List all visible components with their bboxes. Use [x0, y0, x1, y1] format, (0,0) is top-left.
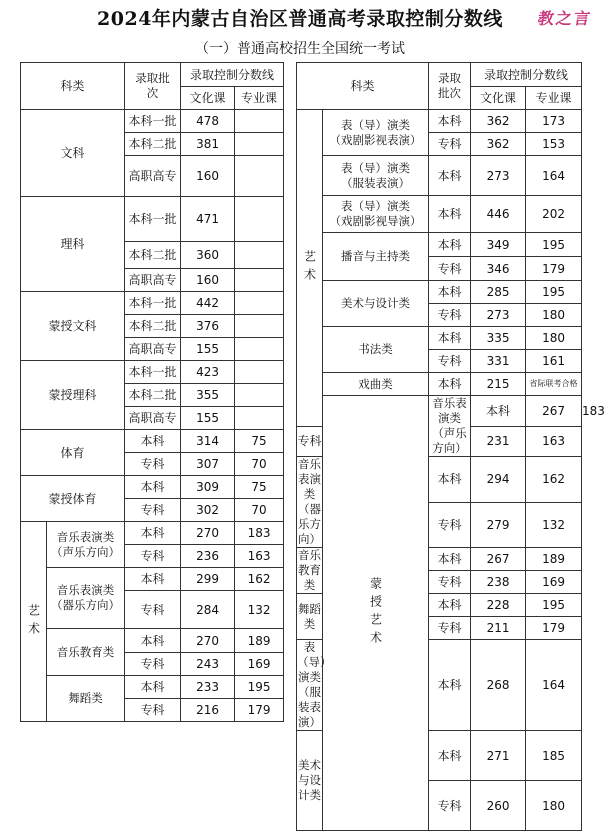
subcategory-name: 表（导）演类 （服装表演）: [323, 156, 429, 196]
culture-score: 236: [181, 545, 235, 568]
culture-score: 307: [181, 453, 235, 476]
major-score: [235, 292, 284, 315]
culture-score: 155: [181, 407, 235, 430]
major-score: 169: [235, 653, 284, 676]
batch-cell: 本科: [429, 110, 471, 133]
culture-score: 270: [181, 629, 235, 653]
major-score: 183: [235, 522, 284, 545]
major-score: 180: [526, 304, 582, 327]
batch-cell: 专科: [429, 502, 471, 548]
major-score: 195: [526, 594, 582, 617]
culture-score: 355: [181, 384, 235, 407]
major-score: 163: [526, 426, 582, 457]
category-name-vertical: 艺术: [297, 110, 323, 427]
culture-score: 381: [181, 133, 235, 156]
major-score: 189: [526, 548, 582, 571]
left-score-table: [20, 62, 284, 722]
culture-score: 314: [181, 430, 235, 453]
major-score: 161: [526, 350, 582, 373]
batch-cell: 本科: [125, 476, 181, 499]
category-name: 蒙授理科: [21, 361, 125, 430]
watermark-logo: 教之言: [536, 9, 594, 28]
subcategory-name: 美术与设计类: [323, 281, 429, 327]
batch-cell: 专科: [429, 571, 471, 594]
batch-cell: 本科二批: [125, 133, 181, 156]
culture-score: 160: [181, 156, 235, 197]
header-culture: 文化课: [471, 87, 526, 110]
batch-cell: 专科: [125, 699, 181, 722]
culture-score: 215: [471, 373, 526, 396]
culture-score: 471: [181, 197, 235, 242]
batch-cell: 本科二批: [125, 242, 181, 269]
batch-cell: 本科: [429, 548, 471, 571]
major-score: 202: [526, 196, 582, 233]
culture-score: 243: [181, 653, 235, 676]
batch-cell: 专科: [429, 350, 471, 373]
culture-score: 302: [181, 499, 235, 522]
major-score: 189: [235, 629, 284, 653]
major-score: 169: [526, 571, 582, 594]
major-score: 164: [526, 156, 582, 196]
batch-cell: 专科: [125, 545, 181, 568]
category-name: 理科: [21, 197, 125, 292]
culture-score: 273: [471, 304, 526, 327]
category-name: 蒙授文科: [21, 292, 125, 361]
batch-cell: 专科: [125, 453, 181, 476]
batch-cell: 本科: [429, 731, 471, 781]
batch-cell: 本科: [125, 676, 181, 699]
culture-score: 238: [471, 571, 526, 594]
culture-score: 346: [471, 257, 526, 281]
header-kelei: 科类: [297, 63, 429, 110]
culture-score: 233: [181, 676, 235, 699]
batch-cell: 本科一批: [125, 292, 181, 315]
culture-score: 270: [181, 522, 235, 545]
culture-score: 349: [471, 233, 526, 257]
culture-score: 331: [471, 350, 526, 373]
header-major: 专业课: [235, 87, 284, 110]
culture-score: 376: [181, 315, 235, 338]
subcategory-name: 音乐表演类 （器乐方向）: [47, 568, 125, 629]
page-subtitle: （一）普通高校招生全国统一考试: [195, 41, 405, 57]
subcategory-name: 戏曲类: [323, 373, 429, 396]
subcategory-name: 表（导）演类 （服装表演）: [297, 640, 332, 729]
subcategory-name: 舞蹈类: [297, 594, 323, 640]
batch-cell: 高职高专: [125, 338, 181, 361]
major-score: 179: [526, 617, 582, 640]
batch-cell: 本科二批: [125, 384, 181, 407]
culture-score: 268: [471, 640, 526, 731]
batch-cell: 本科: [429, 196, 471, 233]
culture-score: 211: [471, 617, 526, 640]
batch-cell: 本科: [125, 568, 181, 591]
batch-cell: 本科二批: [125, 315, 181, 338]
major-score: 164: [526, 640, 582, 731]
major-score: 179: [526, 257, 582, 281]
major-score: [235, 197, 284, 242]
batch-cell: 本科: [125, 430, 181, 453]
header-line: 录取控制分数线: [181, 63, 284, 87]
batch-cell: 高职高专: [125, 269, 181, 292]
major-score: [235, 269, 284, 292]
culture-score: 294: [471, 457, 526, 503]
major-score: 180: [526, 327, 582, 350]
batch-cell: 本科: [429, 457, 471, 503]
batch-cell: 专科: [429, 304, 471, 327]
batch-cell: 本科: [429, 594, 471, 617]
major-score: 132: [235, 591, 284, 629]
batch-cell: 本科一批: [125, 361, 181, 384]
subcategory-name: 书法类: [323, 327, 429, 373]
culture-score: 273: [471, 156, 526, 196]
culture-score: 285: [471, 281, 526, 304]
major-score: 179: [235, 699, 284, 722]
major-score: 163: [235, 545, 284, 568]
subcategory-name: 音乐教育类: [298, 548, 321, 592]
culture-score: 335: [471, 327, 526, 350]
culture-score: 216: [181, 699, 235, 722]
major-score: 180: [526, 781, 582, 831]
batch-cell: 本科: [125, 522, 181, 545]
culture-score: 231: [471, 426, 526, 457]
major-score: 173: [526, 110, 582, 133]
culture-score: 309: [181, 476, 235, 499]
major-score: 162: [235, 568, 284, 591]
major-score: 185: [526, 731, 582, 781]
major-score: [235, 156, 284, 197]
subcategory-name: 舞蹈类: [47, 676, 125, 722]
batch-cell: 专科: [429, 617, 471, 640]
batch-cell: 本科: [471, 396, 526, 427]
batch-cell: 专科: [125, 591, 181, 629]
batch-cell: 本科: [429, 281, 471, 304]
major-score: 75: [235, 430, 284, 453]
category-name: 蒙授体育: [21, 476, 125, 522]
major-score: 195: [235, 676, 284, 699]
header-line: 录取控制分数线: [471, 63, 582, 87]
culture-score: 360: [181, 242, 235, 269]
major-score: [235, 242, 284, 269]
header-kelei: 科类: [21, 63, 125, 110]
culture-score: 362: [471, 110, 526, 133]
batch-cell: 本科: [429, 327, 471, 350]
culture-score: 478: [181, 110, 235, 133]
major-score: [235, 133, 284, 156]
header-pici: 录取批次: [429, 63, 471, 110]
header-pici: 录取批次: [125, 63, 181, 110]
category-name-vertical: 艺术: [21, 522, 47, 722]
subcategory-name: 音乐教育类: [47, 629, 125, 676]
subcategory-name: 表（导）演类 （戏剧影视导演）: [323, 196, 429, 233]
major-score: 195: [526, 233, 582, 257]
batch-cell: 专科: [125, 653, 181, 676]
subcategory-name: 音乐表演类 （声乐方向）: [47, 522, 125, 568]
batch-cell: 高职高专: [125, 407, 181, 430]
culture-score: 267: [526, 396, 582, 427]
major-score: 75: [235, 476, 284, 499]
major-score: 70: [235, 499, 284, 522]
major-score: 195: [526, 281, 582, 304]
major-score: [235, 407, 284, 430]
major-score: 70: [235, 453, 284, 476]
batch-cell: 本科一批: [125, 110, 181, 133]
culture-score: 446: [471, 196, 526, 233]
major-score: [235, 361, 284, 384]
subcategory-name: 播音与主持类: [323, 233, 429, 281]
batch-cell: 专科: [429, 133, 471, 156]
culture-score: 299: [181, 568, 235, 591]
culture-score: 284: [181, 591, 235, 629]
header-culture: 文化课: [181, 87, 235, 110]
header-major: 专业课: [526, 87, 582, 110]
culture-score: 155: [181, 338, 235, 361]
major-score: [235, 338, 284, 361]
subcategory-name: 音乐表演类 （声乐方向）: [429, 396, 471, 457]
batch-cell: 高职高专: [125, 156, 181, 197]
batch-cell: 本科: [429, 233, 471, 257]
subcategory-name: 音乐表演类 （器乐方向）: [298, 457, 321, 546]
batch-cell: 本科一批: [125, 197, 181, 242]
batch-cell: 专科: [429, 781, 471, 831]
right-score-table: 科类 录取批次 录取控制分数线 文化课 专业课 艺术 表（导）演类 （戏剧影视表演） 本科 362 173 专科 362 153 表（导）演类 （服装表演） 本科 273 164 表（导）演类 （戏剧影视导演） 本科 446 202 播音与主持类 本科 349 195 专科 346 179 美术与设计类 本科 285 195 专科 273 180 书法类 本科 335 180 专科 331 161 戏曲类 本科 215 省际联考合格 蒙授艺术 音乐表演类 （声乐方向） 本科 267 183 专科 231 163 音乐表演类 （器乐方向） 本科 294 162 专科 279 132 音乐教育类 本科 267 189 专科 238 169 舞蹈类 本科 228 195 专科 211 179 表（导）演类 （服装表演） 本科 268 164 美术与设计类 本科 271 185 专科 260 180: [296, 62, 582, 831]
category-name: 文科: [21, 110, 125, 197]
major-score: [235, 384, 284, 407]
culture-score: 442: [181, 292, 235, 315]
batch-cell: 本科: [429, 156, 471, 196]
batch-cell: 专科: [297, 426, 323, 457]
culture-score: 267: [471, 548, 526, 571]
culture-score: 160: [181, 269, 235, 292]
batch-cell: 专科: [125, 499, 181, 522]
subcategory-name: 美术与设计类: [297, 731, 323, 831]
subcategory-name: 表（导）演类 （戏剧影视表演）: [323, 110, 429, 156]
batch-cell: 本科: [429, 640, 471, 731]
major-score: [235, 315, 284, 338]
major-score: 162: [526, 457, 582, 503]
culture-score: 260: [471, 781, 526, 831]
major-score: [235, 110, 284, 133]
page-title: 2024年内蒙古自治区普通高考录取控制分数线: [97, 8, 503, 30]
major-score: 省际联考合格: [526, 373, 582, 396]
category-name-vertical: 蒙授艺术: [323, 396, 429, 831]
culture-score: 423: [181, 361, 235, 384]
batch-cell: 本科: [429, 373, 471, 396]
major-score: 132: [526, 502, 582, 548]
culture-score: 271: [471, 731, 526, 781]
major-score: 153: [526, 133, 582, 156]
category-name: 体育: [21, 430, 125, 476]
culture-score: 228: [471, 594, 526, 617]
batch-cell: 专科: [429, 257, 471, 281]
batch-cell: 本科: [125, 629, 181, 653]
culture-score: 279: [471, 502, 526, 548]
culture-score: 362: [471, 133, 526, 156]
